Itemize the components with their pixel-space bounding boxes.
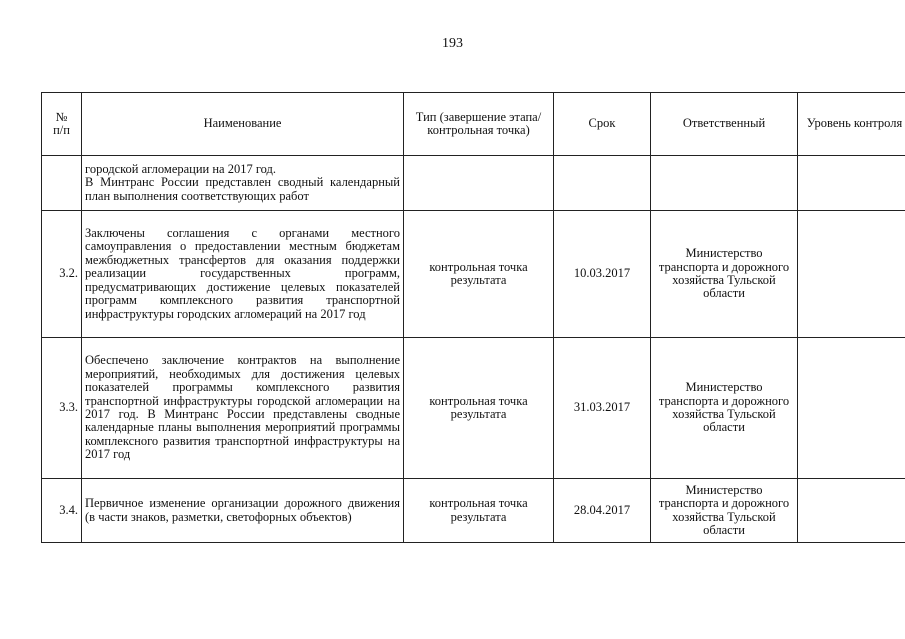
cell-deadline: 10.03.2017 [554, 211, 651, 338]
cell-type: контрольная точка результата [404, 479, 554, 543]
cell-name: городской агломерации на 2017 год. В Минтранс России представлен сводный календарный план выполнения соответствующих работ [82, 156, 404, 211]
cell-control [798, 338, 905, 479]
cell-type [404, 156, 554, 211]
cell-name: Обеспечено заключение контрактов на выполнение мероприятий, необходимых для достижения целевых показателей программы комплексного развития транспортной инфраструктуры городской агломерации на 2017 год. В Минтранс России представлены сводные календарные планы выполнения мероприятий программы комплексного развития транспортной инфраструктуры на 2017 год [82, 338, 404, 479]
cell-num: 3.2. [42, 211, 82, 338]
header-deadline: Срок [554, 93, 651, 156]
cell-control [798, 211, 905, 338]
cell-type: контрольная точка результата [404, 338, 554, 479]
header-responsible: Ответственный [651, 93, 798, 156]
page-number: 193 [442, 36, 463, 51]
cell-num [42, 156, 82, 211]
cell-responsible: Министерство транспорта и дорожного хозяйства Тульской области [651, 479, 798, 543]
header-name: Наименование [82, 93, 404, 156]
cell-deadline: 28.04.2017 [554, 479, 651, 543]
table-row-continuation [42, 156, 905, 211]
cell-name: Первичное изменение организации дорожного движения (в части знаков, разметки, светофорных объектов) [82, 479, 404, 543]
cell-control [798, 156, 905, 211]
header-row [42, 93, 905, 156]
cell-responsible: Министерство транспорта и дорожного хозяйства Тульской области [651, 211, 798, 338]
cell-num: 3.4. [42, 479, 82, 543]
header-control: Уровень контроля [798, 93, 905, 156]
header-type: Тип (завершение этапа/контрольная точка) [404, 93, 554, 156]
table-row [42, 479, 905, 543]
cell-deadline: 31.03.2017 [554, 338, 651, 479]
cell-responsible: Министерство транспорта и дорожного хозяйства Тульской области [651, 338, 798, 479]
cell-type: контрольная точка результата [404, 211, 554, 338]
table-row [42, 338, 905, 479]
header-num: № п/п [42, 93, 82, 156]
cell-name: Заключены соглашения с органами местного самоуправления о предоставлении местным бюджетам межбюджетных трансфертов для оказания поддержки реализации государственных программ, предусматривающих достижение целевых показателей программ комплексного развития транспортной инфраструктуры городских агломераций на 2017 год [82, 211, 404, 338]
plan-table [41, 92, 905, 543]
cell-num: 3.3. [42, 338, 82, 479]
cell-deadline [554, 156, 651, 211]
table-row [42, 211, 905, 338]
cell-responsible [651, 156, 798, 211]
cell-control [798, 479, 905, 543]
